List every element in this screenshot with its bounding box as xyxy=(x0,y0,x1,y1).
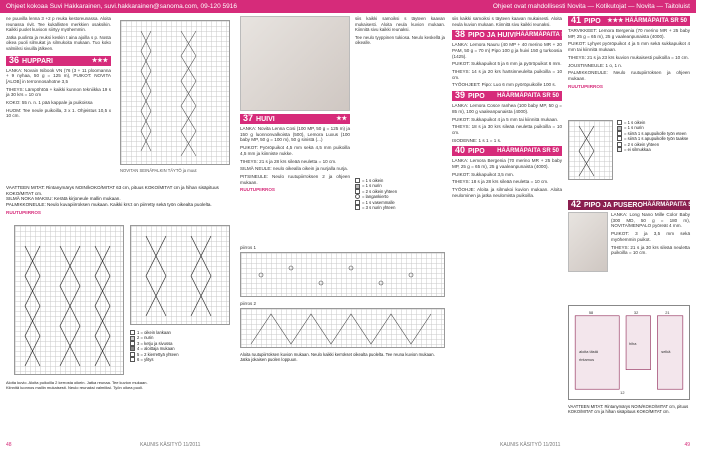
pattern-39-lanka: LANKA: Lemora Cosce ranhea (100 baby MP, 50 g = 85 m), 100 g vaaleanpunaista (4000). xyxy=(452,103,562,114)
pattern-36-huom: HUOM: Tee neule puikoilla, 3 x 1. Ohjeistus 10,5 x 10 cm. xyxy=(6,107,111,119)
size-chart xyxy=(568,305,690,400)
legend-3-row: = siirrä 1 s apupuikolle työn taakse xyxy=(617,136,690,141)
page-number-left: 48 xyxy=(6,442,12,448)
page-footer xyxy=(0,441,696,450)
legend-2-row: = 2 s oikein yhteen xyxy=(355,189,445,194)
pattern-37-header xyxy=(240,114,350,124)
intro-text-2: Jatka puolinta ja reuksi keskin t aina ajoilla s p. Nosta oikea puoli silmukat ja silmukoita mukaan. Tuo koko valmiiksi sivuilla jälkeen. xyxy=(6,34,111,51)
pattern-39-title: PIPO xyxy=(468,93,485,101)
pattern-41-puikot: PUIKOT: Lyhyet pyöröpuikot 4 ja 5 mm sekä sukkapuikot 4 mm tai kiinnitä mukaan. xyxy=(568,41,690,53)
legend-1-row: 2 = nurin xyxy=(130,335,230,340)
legend-1-row: 4 = aloittaja mukaan xyxy=(130,346,230,351)
legend-2 xyxy=(355,178,445,210)
pattern-39-body xyxy=(452,103,562,143)
pattern-39-number: 39 xyxy=(455,90,466,101)
cable-line-10 xyxy=(95,246,110,366)
pattern-42-body xyxy=(611,212,690,272)
chart-2-title: RUUTUPIIRROS xyxy=(240,187,275,193)
pattern-40-body xyxy=(452,158,562,198)
pattern-36-silma: SILMÄ NOKA MAKSU: Kerätä kirjoneule mallin mukaan. xyxy=(6,196,121,202)
pattern-40-tiheys: TIHEYS: 18 s ja 28 krs sileää neuletta = 10 cm. xyxy=(452,179,549,185)
pattern-41-header xyxy=(568,16,690,26)
chart-2-notes xyxy=(6,380,234,390)
pattern-40-header xyxy=(452,146,562,156)
size-chart-label: selkä xyxy=(661,348,671,354)
lace-hole xyxy=(319,281,323,285)
pattern-40-level: HÄÄRMÄPAITA SR 50 xyxy=(497,148,559,155)
pattern-36-lanka: LANKA: Novain Isibook VN (76 (3 + 11 ploomanna + 9 nyhaa, 50 g = 125 m), PUIKOT: NOVITA [ALOB] in terronnosahotne 3,5 xyxy=(6,67,111,84)
size-chart-measure: 32 xyxy=(633,309,639,315)
pattern-38-lanka: LANKA: Lemora Nauru (40 MP + 40 merino MR + 20 PAM, 50 g = 70 m) Pipo 100 g ja huivi 150 g turkoosia (1425). xyxy=(452,42,562,59)
pattern-36-number: 36 xyxy=(9,54,20,65)
pattern-37-body xyxy=(240,126,350,193)
legend-2-row: = 3 s nurin yhteen xyxy=(355,205,445,210)
pattern-41-tiheys: TIHEYS: 21 s ja 23 krs kuvion mukaisesti puikoilla = 10 cm. xyxy=(568,54,689,60)
pattern-41-lanka: TARVIKKEET: Lemora Bergenia (70 merino MR + 25 baby MP, 25 g = 65 m), 25 g vaaleanpunaista (4000). xyxy=(568,28,690,39)
footer-credit-left: KAUNIS KÄSITYÖ 11/2011 xyxy=(140,442,201,448)
legend-3-row: = 1 s nurin xyxy=(617,125,690,130)
chart-1-caption: NOVITAN SEINÄPALKIN TÄYTÖ ja muut xyxy=(120,168,197,173)
pattern-37-photo xyxy=(240,16,350,111)
legend-1-row: 5 = 2 kierrettyä yhteen xyxy=(130,352,230,357)
pattern-36-vaatteen: VAATTEEN MITAT: Rintanymärys NOIN/kOKO/MITAT 63 cm, pituus KOKO/MITAT cm ja hihan sisäpituus KOKO/MITAT cm. xyxy=(6,185,219,196)
cable-line-14 xyxy=(191,236,211,316)
pattern-38-puikot: PUIKOT: Sukkapuikot 5 ja 6 mm ja pyöröpuikot 6 mm. xyxy=(452,61,562,67)
pattern-37-tiheys: TIHEYS: 21 s ja 28 krs sileää neuletta = 10 cm. xyxy=(240,158,337,164)
legend-3-row: = 1 s oikein xyxy=(617,120,690,125)
legend-2-row: = 1 s oikein xyxy=(355,178,445,183)
chart-2-note-1: Aloita kuvio. Aloita puikoilla 2 kerrosta oikein. Jatka reunaa. Tee kuvion mukaan. xyxy=(6,380,148,385)
pattern-40-number: 40 xyxy=(455,145,466,156)
top-banner xyxy=(0,0,696,13)
pattern-36-koko: KOKO: 55 n. n. 1 pää kappale ja puikoissa xyxy=(6,100,93,106)
pattern-41-number: 41 xyxy=(571,15,582,25)
cable-line-5 xyxy=(25,246,40,366)
size-chart-svg xyxy=(569,306,689,399)
cable-line-9 xyxy=(95,246,110,366)
pattern-36-title: HUPPARI xyxy=(22,57,53,65)
pattern-37-pitsi: PITSINEULE: Neulo ruutupiirroksen 2 ja ohjeen mukaan. xyxy=(240,173,350,185)
legend-2-row: = 1 s nurin xyxy=(355,183,445,188)
pattern-42-lanka: LANKA: Long Nano Mille Color Baby (300 MD, 50 g = 180 m), NOVITA/MENPALO pyöreät 4 mm. xyxy=(611,212,690,229)
cable-chart-1-svg xyxy=(121,21,231,166)
cable-line-6 xyxy=(25,246,40,366)
cable-chart-3-svg xyxy=(131,226,231,326)
pattern-40-lanka: LANKA: Lemora Bergenia (70 merino MR + 25 baby MP, 25 g = 65 m), 25 g vaaleanpunaista (4000). xyxy=(452,158,562,170)
pattern-36-extra xyxy=(6,185,234,216)
cable-line-1 xyxy=(141,31,151,151)
pattern-38-level: HÄÄRMÄPAITA SR 50 xyxy=(516,32,578,39)
page-number-right: 49 xyxy=(684,442,690,448)
pattern-37-puikot: PUIKOT: Pyöröpuikot 4,5 mm sekä 4,5 mm puikoilla 4,5 mm ja kiinniste nukke. xyxy=(240,145,350,156)
lace-chart-2-svg xyxy=(241,309,446,349)
col4-text-2: Tee neulo tyyppinen tukiosa. Neulo keskellä ja oikealle. xyxy=(355,34,445,46)
pattern-38-ohje: TYÖOHJEET: Pipo: Luo 6 mm pyöröpuikolle 100 s. xyxy=(452,82,556,88)
pattern-37-silma: SILMÄ NEULE: neulo oikealla oikein ja nurjalla nurja. xyxy=(240,166,349,172)
pattern-41-chart xyxy=(568,120,613,180)
lace-hole xyxy=(409,273,413,277)
legend-3-row: = 2 s oikein yhteen xyxy=(617,142,690,147)
size-chart-measure: 58 xyxy=(588,309,594,315)
cable-line-4 xyxy=(181,31,196,156)
pattern-38-number: 38 xyxy=(455,29,466,40)
cable-line-12 xyxy=(146,236,166,316)
pattern-41-title: PIPO xyxy=(584,18,601,25)
cable-line-16 xyxy=(579,126,594,176)
legend-2-row: = 1 s vasemmalle xyxy=(355,200,445,205)
top-banner-right: Ohjeet ovat mahdollisesti Novita — Kotikutojat — Novita — Taitoluist xyxy=(492,3,690,10)
pattern-37-lanka: LANKA: Novita Lenna Cosi (100 MP, 50 g = 125 m) ja 150 g luonnonvalkoista (500), Lemora Luxus (100 baby MP, 50 g = 100 m), 50 g sinistä (...) xyxy=(240,126,350,143)
pattern-39-tiheys: TIHEYS: 18 s ja 30 krs sileää neuletta puikoilla = 10 cm. xyxy=(452,124,562,135)
size-chart-label: hiha xyxy=(629,341,637,347)
pattern-40-puikot: PUIKOT: Sukkapuikot 3,5 mm. xyxy=(452,171,515,177)
pattern-42-header xyxy=(568,199,705,210)
column-4 xyxy=(355,16,445,176)
pattern-36-body xyxy=(6,68,111,120)
column-3 xyxy=(240,16,350,436)
pattern-37-text xyxy=(240,352,445,363)
lace-hole xyxy=(379,281,383,285)
chart-1-title: RUUTUPIIRROS xyxy=(6,209,41,215)
lace-chart-2-label: piirros 2 xyxy=(240,301,257,306)
cable-chart-2-svg xyxy=(15,226,125,376)
lace-chart-1 xyxy=(240,252,445,297)
pattern-42-title: PIPO JA PUSERO xyxy=(584,202,643,209)
footer-credit-right: KAUNIS KÄSITYÖ 11/2011 xyxy=(500,442,561,448)
pattern-42-measurements xyxy=(568,404,690,414)
cable-chart-1 xyxy=(120,20,230,165)
pattern-36-header xyxy=(6,56,111,66)
pattern-36-palmikko: PALMIKKONEULE: Neulo kuvapiirroksen mukaan. Kaikki krs:t on piirretty sekä työn oikealta puolelta. xyxy=(6,202,212,208)
pattern-36-level: ★★★ xyxy=(91,57,108,64)
pattern-38-body xyxy=(452,42,562,88)
column-6b xyxy=(568,199,705,300)
intro-text-1: ne puuvilla lenna 3 +2 p reuka kestoreunassa. Aloita reunassa rivit. Tee kukallisten merkkien osaksikin. Kaikki puolet kuvioon siirtyy myöhemmin. xyxy=(6,16,111,33)
cable-chart-2 xyxy=(14,225,124,375)
lace-hole xyxy=(349,266,353,270)
lace-hole xyxy=(289,266,293,270)
cable-line-15 xyxy=(579,126,594,176)
chart-3-title: RUUTUPIIRROS xyxy=(568,83,603,89)
pattern-42-level: HÄÄRMÄPAITA SR 50 xyxy=(642,202,705,208)
pattern-37-description: Aloita ruutupiirroksen kuvion mukaan. Neulo kaikki kerrokset oikealta puolelta. Tee reuna kuvion mukaan. Jatka jokaisen puolen loppuun. xyxy=(240,352,435,363)
legend-1-row: 6 = ylitys xyxy=(130,357,230,362)
legend-1 xyxy=(130,330,230,362)
pattern-41-joustin: JOUSTINNEULE: 1 o, 1 n. xyxy=(568,62,623,68)
pattern-40-title: PIPO xyxy=(468,148,485,156)
lace-chart-1-label: piirros 1 xyxy=(240,245,257,250)
pattern-40-ohje: TYÖOHJE: Aloita ja silmukoi kuvion mukaan. Aloita neulominen ja jatka neulomista puikoilla. xyxy=(452,187,562,198)
pattern-41-chart-svg xyxy=(569,121,614,181)
col5-intro: siis kaikki samoiksi s täyteen kaavan mukaisesti. Aloita neula kuvion mukaan. Kiinnitä sivu kaikki reunaksi. xyxy=(452,16,562,27)
pattern-41-palmikko: PALMIKKONEULE: Neulo ruutupiirroksen ja ohjeen mukaan. xyxy=(568,70,690,81)
legend-1-row: 3 = ketju ja sivussa xyxy=(130,341,230,346)
lace-zigzag xyxy=(251,314,431,344)
pattern-42-vaatteen: VAATTEEN MITAT: Rintanymärys NOIN/KOKO/MITAT cm, pituus KOKO/MITAT cm ja hihan sisäpituus KOKO/MITAT cm. xyxy=(568,404,689,415)
size-chart-label: aloita tästä xyxy=(579,348,598,354)
cable-line-8 xyxy=(60,246,80,366)
pattern-39-puikot: PUIKOT: Sukkapuikot 4 ja 5 mm tai kiinnitä mukaan. xyxy=(452,116,559,122)
cable-line-13 xyxy=(191,236,211,316)
cable-chart-3 xyxy=(130,225,230,325)
lace-chart-2 xyxy=(240,308,445,348)
cable-line-11 xyxy=(146,236,166,316)
size-chart-measure: 12 xyxy=(620,390,625,396)
pattern-42-puikot: PUIKOT: 3 ja 3,5 mm sekä myöhemmin puikot. xyxy=(611,231,690,242)
pattern-37-level: ★★ xyxy=(336,116,347,122)
pattern-42-tiheys: TIHEYS: 21 s ja 30 krs sileää neuletta puikoilla = 10 cm. xyxy=(611,244,690,256)
legend-2-row: = langankierto xyxy=(355,194,445,199)
pattern-39-koko: ISODENNE: 1 s 1 = 1 s. xyxy=(452,137,502,143)
legend-1-row: 1 = oikein lankaan xyxy=(130,330,230,335)
pattern-37-title: HUIVI xyxy=(256,116,275,123)
size-chart-measure: 21 xyxy=(665,309,670,315)
pattern-38-header xyxy=(452,29,578,40)
pattern-39-header xyxy=(452,91,562,101)
chart-2-note-2: Kiinnitä luonnos mallin mukaisesti. Neulo reunaksi valmiiksi. Työn oikea puoli. xyxy=(6,385,144,390)
lace-hole xyxy=(259,273,263,277)
legend-3-row: = ei silmukkaa xyxy=(617,147,690,152)
legend-3-row: = siirrä 1 s apupuikolle työn eteen xyxy=(617,131,690,136)
pattern-41-level: ★★★ HÄÄRMÄPAITA SR 50 xyxy=(607,18,687,24)
pattern-42-photo xyxy=(568,212,608,272)
pattern-42-number: 42 xyxy=(571,199,582,209)
top-banner-left: Ohjeet kokoaa Suvi Hakkarainen, suvi.hakkarainen@sanoma.com, 09-120 5916 xyxy=(6,3,237,10)
pattern-37-number: 37 xyxy=(243,113,254,123)
cable-line-2 xyxy=(141,31,151,151)
legend-3 xyxy=(617,120,690,152)
col4-text-1: siis kaikki samoiksi s täyteen kaavan mukaisesti. Aloita neula kuvion mukaan. Kiinnitä sivu kaikki reunaksi. xyxy=(355,16,445,33)
pattern-39-level: HÄÄRMÄPAITA SR 50 xyxy=(497,93,559,100)
pattern-41-body xyxy=(568,28,690,89)
pattern-36-tiheys: TIHEYS: Lämpöhtöä + kaikki kunnon tekniikka 19 s ja 30 krs = 10 cm xyxy=(6,86,111,98)
lace-chart-1-svg xyxy=(241,253,446,298)
pattern-38-title: PIPO JA HUIVI xyxy=(468,32,516,40)
pattern-38-tiheys: TIHEYS: 14 s ja 20 krs hartsinneulelta puikoilla = 10 cm. xyxy=(452,69,562,80)
size-chart-label: rintamus xyxy=(579,356,595,362)
